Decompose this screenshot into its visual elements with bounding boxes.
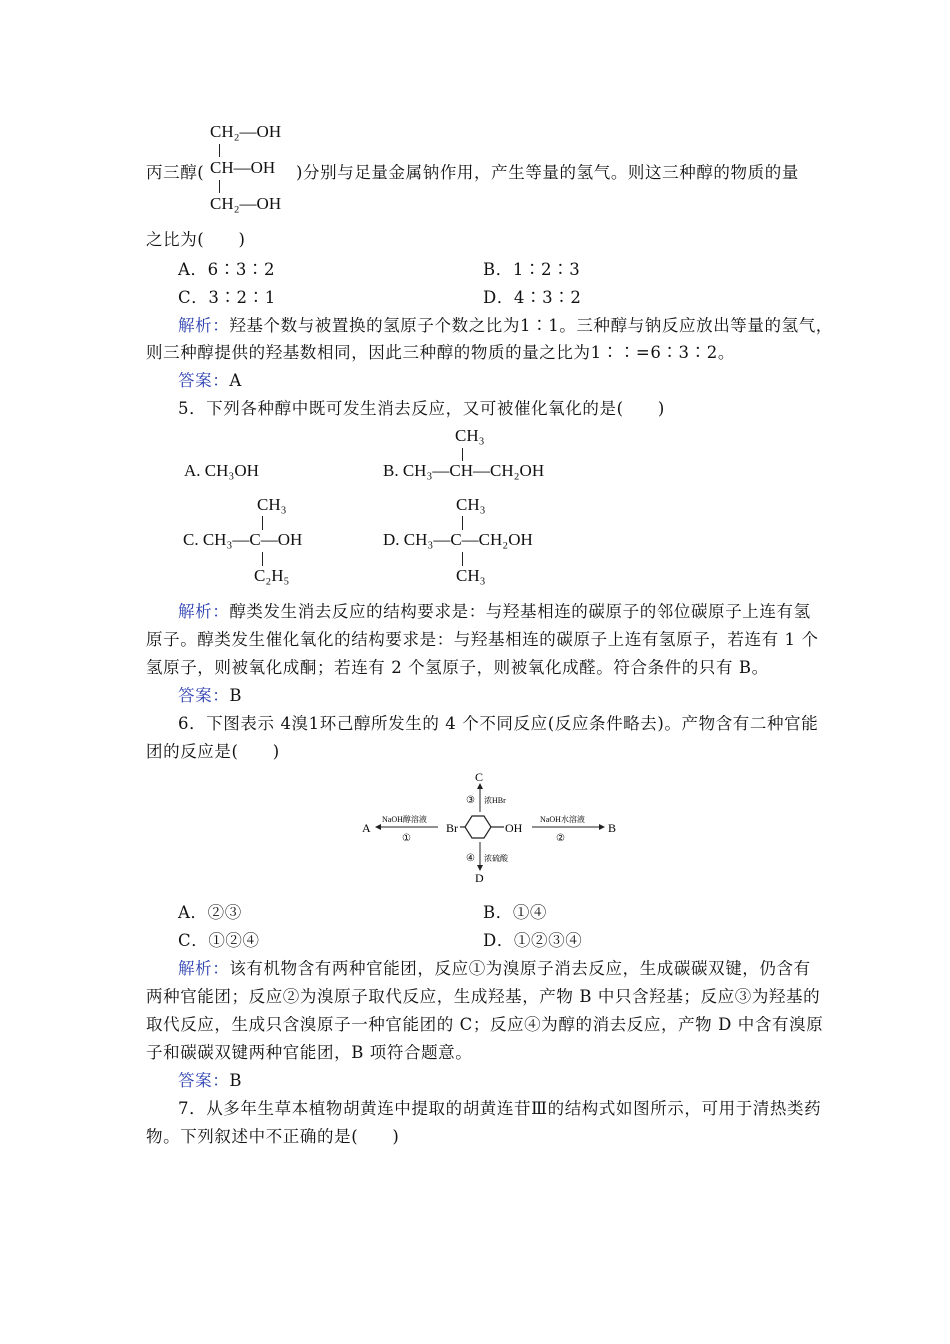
q4-option-c: C．3∶2∶1 <box>178 288 276 307</box>
product-c: C <box>475 770 484 784</box>
q5-option-d: D. CH₃—C—CH₂OH <box>383 530 533 549</box>
reaction-3-condition: 浓HBr <box>484 796 506 805</box>
glycerol-bond-upper <box>219 144 220 157</box>
glycerol-row-3: CH₂—OH <box>210 194 282 213</box>
q7-stem-line2: 物。下列叙述中不正确的是( ) <box>146 1127 400 1146</box>
q5-option-c: C. CH₃—C—OH <box>183 530 303 549</box>
q5-analysis-line3: 氢原子，则被氧化成酮；若连有 2 个氢原子，则被氧化成醛。符合条件的只有 B。 <box>146 658 769 677</box>
q4-analysis-line2: 则三种醇提供的羟基数相同，因此三种醇的物质的量之比为1∶∶=6∶3∶2。 <box>146 343 735 362</box>
reaction-2-number: ② <box>556 833 565 844</box>
q4-answer: A <box>229 371 242 390</box>
reaction-4-number: ④ <box>466 853 475 864</box>
q6-analysis-line4: 子和碳碳双键两种官能团，B 项符合题意。 <box>146 1043 473 1062</box>
q5-c-top: CH₃ <box>257 495 287 514</box>
q4-option-d: D．4∶3∶2 <box>483 288 582 307</box>
product-d: D <box>475 871 484 885</box>
q6-answer-label: 答案： <box>178 1071 230 1090</box>
q5-answer-label: 答案： <box>178 686 230 705</box>
product-b: B <box>608 821 617 835</box>
q6-reaction-diagram <box>360 770 630 886</box>
br-substituent: Br <box>446 821 458 835</box>
q5-analysis-label: 解析： <box>178 602 230 621</box>
q6-analysis-line2: 两种官能团；反应②为溴原子取代反应，生成羟基，产物 B 中只含羟基；反应③为羟基的 <box>146 987 821 1006</box>
q5-d-top: CH₃ <box>456 495 486 514</box>
q5-stem: 5．下列各种醇中既可发生消去反应，又可被催化氧化的是( ) <box>178 399 665 418</box>
reaction-4-condition: 浓硫酸 <box>484 854 508 863</box>
cyclohexane-ring <box>465 816 491 838</box>
q5-c-bond-down <box>262 552 263 566</box>
q6-stem-line2: 团的反应是( ) <box>146 742 280 761</box>
q6-option-a: A．②③ <box>178 903 242 922</box>
q5-answer: B <box>229 686 243 705</box>
q5-analysis-line1: 醇类发生消去反应的结构要求是：与羟基相连的碳原子的邻位碳原子上连有氢 <box>229 602 811 621</box>
q6-analysis-line3: 取代反应，生成只含溴原子一种官能团的 C；反应④为醇的消去反应，产物 D 中含有溴原 <box>146 1015 824 1034</box>
q5-option-a: A. CH₃OH <box>184 461 259 480</box>
q6-option-b: B．①④ <box>483 903 548 922</box>
glycerol-row-2: CH—OH <box>210 158 276 177</box>
q5-b-bond <box>462 448 463 461</box>
q6-analysis-label: 解析： <box>178 959 230 978</box>
q4-line1-suffix: )分别与足量金属钠作用，产生等量的氢气。则这三种醇的物质的量 <box>296 163 799 182</box>
q7-stem-line1: 7．从多年生草本植物胡黄连中提取的胡黄连苷Ⅲ的结构式如图所示，可用于清热类药 <box>178 1099 822 1118</box>
q5-c-bottom: C₂H₅ <box>254 566 290 585</box>
q5-b-top: CH₃ <box>455 426 485 445</box>
q5-d-bottom: CH₃ <box>456 566 486 585</box>
q6-option-c: C．①②④ <box>178 931 260 950</box>
q4-analysis-line1: 羟基个数与被置换的氢原子个数之比为1∶1。三种醇与钠反应放出等量的氢气， <box>229 316 833 335</box>
q5-analysis-line2: 原子。醇类发生催化氧化的结构要求是：与羟基相连的碳原子上连有氢原子，若连有 1 个 <box>146 630 819 649</box>
q6-option-d: D．①②③④ <box>483 931 583 950</box>
q5-option-b: B. CH₃—CH—CH₂OH <box>383 461 545 480</box>
q4-option-b: B．1∶2∶3 <box>483 260 581 279</box>
q6-analysis-line1: 该有机物含有两种官能团，反应①为溴原子消去反应，生成碳碳双键，仍含有 <box>229 959 811 978</box>
reaction-2-condition: NaOH水溶液 <box>540 815 585 824</box>
q5-d-bond-down <box>462 552 463 566</box>
glycerol-bond-lower <box>219 180 220 193</box>
q6-answer: B <box>229 1071 243 1090</box>
product-a: A <box>362 821 371 835</box>
q4-answer-label: 答案： <box>178 371 230 390</box>
q5-d-bond-up <box>462 516 463 530</box>
reaction-1-condition: NaOH醇溶液 <box>382 815 427 824</box>
glycerol-row-1: CH₂—OH <box>210 122 282 141</box>
q4-analysis-label: 解析： <box>178 316 230 335</box>
q5-c-bond-up <box>262 516 263 530</box>
q4-line1-prefix: 丙三醇( <box>146 163 205 182</box>
q4-line2: 之比为( ) <box>146 230 246 249</box>
q6-stem-line1: 6．下图表示 4溴1环己醇所发生的 4 个不同反应(反应条件略去)。产物含有二种官能 <box>178 714 819 733</box>
oh-substituent: OH <box>505 821 523 835</box>
reaction-1-number: ① <box>402 833 411 844</box>
reaction-3-number: ③ <box>466 795 475 806</box>
q4-option-a: A．6∶3∶2 <box>178 260 276 279</box>
